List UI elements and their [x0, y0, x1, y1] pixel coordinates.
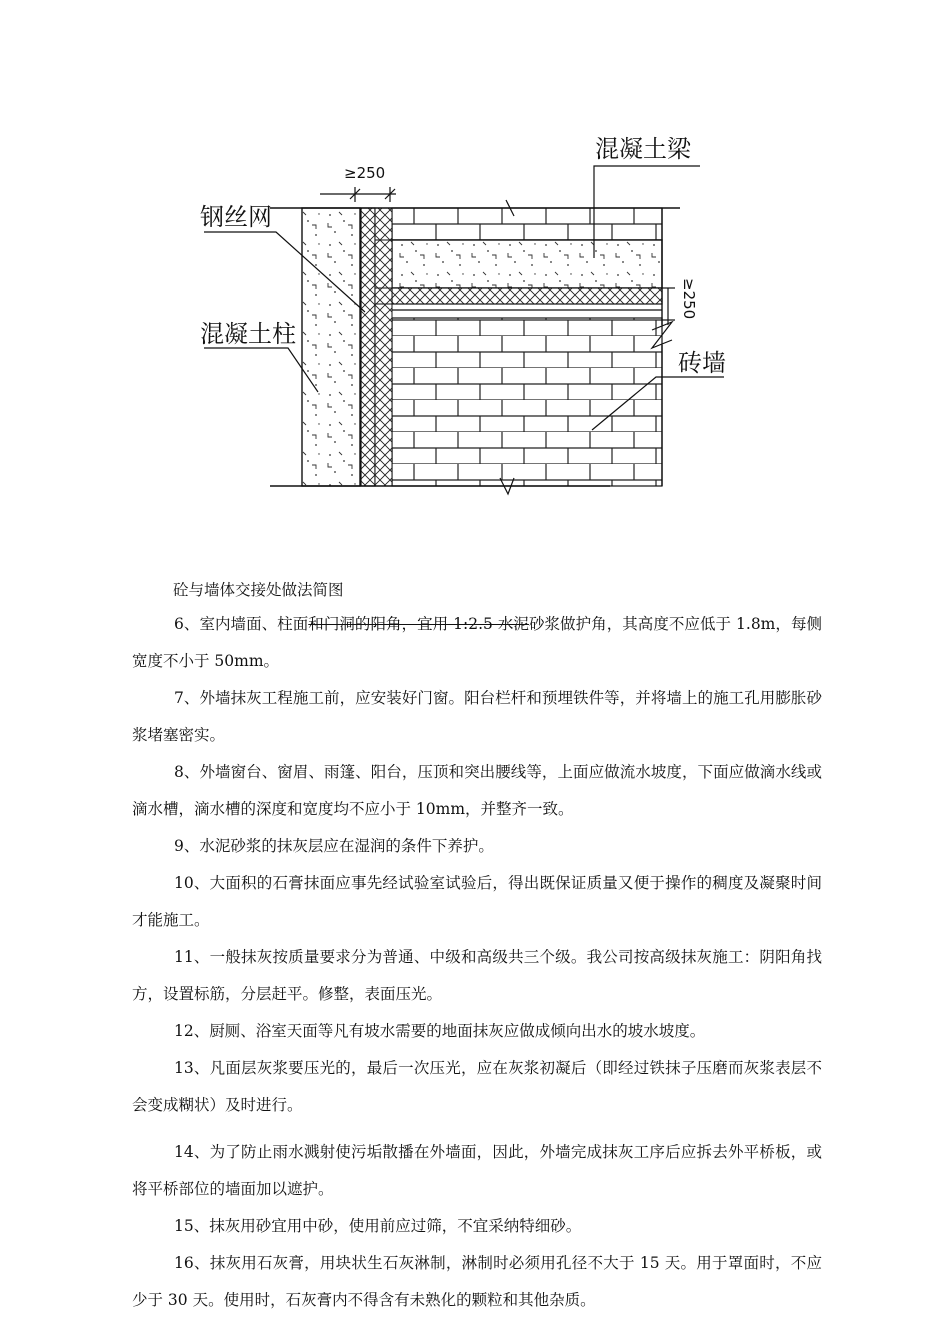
dimension-right-label: ≥250 [680, 278, 698, 320]
label-brick-wall: 砖墙 [678, 349, 726, 377]
brick-wall-lower [392, 318, 662, 486]
paragraph-6 [132, 606, 822, 680]
paragraph-14: 14、为了防止雨水溅射使污垢散播在外墙面，因此，外墙完成抹灰工序后应拆去外平桥板，或将平桥部位的墙面加以遮护。 [132, 1143, 822, 1198]
label-concrete-column: 混凝土柱 [200, 320, 296, 348]
paragraph-11: 11、一般抹灰按质量要求分为普通、中级和高级共三个级。我公司按高级抹灰施工：阴阳角找方，设置标筋，分层赶平。修整，表面压光。 [132, 948, 822, 1003]
paragraph-15: 15、抹灰用砂宜用中砂，使用前应过筛，不宜采纳特细砂。 [174, 1217, 582, 1235]
paragraph-13: 13、凡面层灰浆要压光的，最后一次压光，应在灰浆初凝后（即经过铁抹子压磨而灰浆表层不会变成糊状）及时进行。 [132, 1059, 822, 1114]
label-concrete-beam: 混凝土梁 [595, 135, 691, 163]
paragraph-8: 8、外墙窗台、窗眉、雨篷、阳台，压顶和突出腰线等，上面应做流水坡度，下面应做滴水线或滴水槽，滴水槽的深度和宽度均不应小于 10mm，并整齐一致。 [132, 763, 822, 818]
concrete-column [302, 208, 360, 486]
paragraph-10: 10、大面积的石膏抹面应事先经试验室试验后，得出既保证质量又便于操作的稠度及凝聚时间才能施工。 [132, 874, 822, 929]
concrete-beam [392, 240, 662, 288]
paragraph-9: 9、水泥砂浆的抹灰层应在湿润的条件下养护。 [174, 837, 494, 855]
paragraph-16: 16、抹灰用石灰膏，用块状生石灰淋制，淋制时必须用孔径不大于 15 天。用于罩面时，不应少于 30 天。使用时，石灰膏内不得含有未熟化的颗粒和其他杂质。 [132, 1254, 822, 1309]
brick-wall-upper [392, 208, 662, 240]
label-wire-mesh: 钢丝网 [200, 203, 272, 231]
paragraph-6-post: 砂浆做护角，其高度不应低于 1.8m，每侧宽度不小于 50mm。 [132, 615, 823, 670]
specification-list [132, 606, 822, 1319]
mesh-strip-horizontal [392, 288, 662, 304]
paragraph-6-pre: 6、室内墙面、柱面 [174, 615, 309, 633]
junction-detail-drawing [0, 0, 950, 560]
paragraph-7: 7、外墙抹灰工程施工前，应安装好门窗。阳台栏杆和预埋铁件等，并将墙上的施工孔用膨胀砂浆堵塞密实。 [132, 689, 822, 744]
paragraph-12: 12、厨厕、浴室天面等凡有坡水需要的地面抹灰应做成倾向出水的坡水坡度。 [174, 1022, 706, 1040]
dimension-top-label: ≥250 [344, 164, 386, 182]
mesh-strip-vertical [361, 208, 375, 486]
paragraph-6-struck: 和门洞的阳角，宜用 1:2.5 水泥 [308, 615, 529, 633]
figure-caption: 砼与墙体交接处做法简图 [173, 581, 344, 599]
